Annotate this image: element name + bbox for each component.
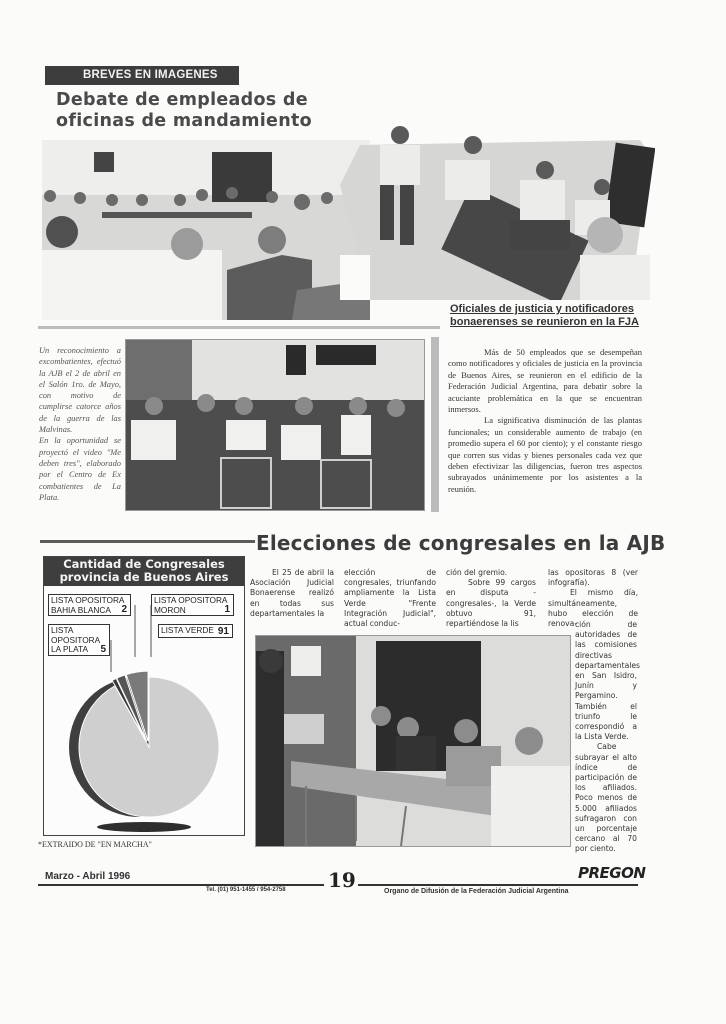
- article2-narrow-col: [575, 620, 640, 855]
- pregon-logo: PREGON: [578, 864, 646, 882]
- label-value: 91: [217, 625, 229, 637]
- footer-organ: Organo de Difusión de la Federación Judicial Argentina: [384, 888, 569, 895]
- label-value: 1: [224, 603, 230, 615]
- malvinas-paragraph-2: En la oportunidad se proyectó el video "Me deben tres", elaborado por el Centro de Ex combatientes de La Plata.: [39, 436, 121, 502]
- article2-col-1: [250, 568, 334, 619]
- gray-sidebar-bar: [431, 337, 439, 512]
- headline-line-2: oficinas de mandamiento: [56, 111, 312, 131]
- article2-paragraph: elección de congresales, triunfando ampliamente la Lista Verde "Frente Integración Judicial", actual conduc-: [344, 568, 436, 629]
- pie-slice-lista-verde: [79, 677, 219, 817]
- divider: [38, 326, 440, 329]
- article1-paragraph: La significativa disminución de las plantas funcionales; un considerable aumento de trabajo (en promedio supera el 60 por ciento); y el constante riesgo que corren sus vidas y bienes personales cada vez que deben efectivizar las diligencias, fueron tres aspectos subrayados unánimemente por los asistentes a la reunión.: [448, 415, 642, 494]
- pie-shadow: [97, 822, 191, 832]
- section-tag: BREVES EN IMAGENES: [45, 66, 239, 85]
- headline-line-1: Debate de empleados de: [56, 90, 308, 110]
- article2-paragraph: El 25 de abril la Asociación Judicial Bonaerense realizó en todas sus departamentales la: [250, 568, 334, 618]
- article1-paragraph: Más de 50 empleados que se desempeñan como notificadores y oficiales de justicia en la provincia de Buenos Aires, se reunieron en el edificio de la Federación Judicial Argentina, para debatir sobre la acuciante problemática en la que se encuentran inmersos.: [448, 347, 642, 415]
- photo-meeting-room: [42, 140, 370, 320]
- caption-line-1: Oficiales de justicia y notificadores: [450, 303, 635, 315]
- article2-paragraph: las opositoras 8 (ver infografía).: [548, 568, 638, 588]
- footer-phone: Tel. (01) 951-1455 / 954-2758: [206, 887, 286, 893]
- infographic-title-line-1: Cantidad de Congresales: [63, 557, 225, 571]
- photo-caption: [450, 303, 645, 329]
- label-value: 5: [100, 643, 106, 655]
- article1-headline: [56, 90, 356, 132]
- page-number: 19: [328, 868, 356, 892]
- article1-body: [448, 347, 642, 495]
- article2-paragraph: El mismo día, simultáneamente, hubo elección de renova-: [548, 588, 638, 629]
- article2-col-2: [344, 568, 436, 629]
- photo-voting-table: [255, 635, 571, 847]
- photo-fja-meeting: [340, 115, 655, 300]
- headline-rule: [40, 540, 255, 543]
- infographic-title-line-2: provincia de Buenos Aires: [59, 570, 229, 584]
- pie-chart: [44, 557, 244, 835]
- label-line: LISTA OPOSITORA: [154, 595, 228, 605]
- label-line: OPOSITORA: [51, 634, 101, 645]
- photo-audience: [125, 339, 425, 511]
- article2-paragraph: Cabe subrayar el alto índice de participación de los afiliados. Poco menos de 5.000 afiliados sufragaron con un porcentaje cercano al 70 por ciento.: [575, 742, 637, 854]
- article2-paragraph: Sobre 99 cargos en disputa -congresales-, la Verde obtuvo 91, repartiéndose la lis: [446, 578, 536, 629]
- label-line: MORON: [154, 604, 186, 615]
- footer-date: Marzo - Abril 1996: [45, 871, 131, 882]
- label-line: LISTA OPOSITORA: [51, 595, 125, 605]
- label-line: LISTA VERDE: [161, 625, 214, 635]
- label-line: LA PLATA: [51, 644, 89, 654]
- article2-paragraph: ción de autoridades de las comisiones directivas departamentales en San Isidro, Junín y Pergamino. También el triunfo le correspondió a la Lista Verde.: [575, 620, 640, 742]
- malvinas-paragraph-1: Un reconocimiento a excombatientes, efectuó la AJB el 2 de abril en el Salón 1ro. de Mayo, con motivo de cumplirse catorce años de la guerra de las Malvinas.: [39, 346, 121, 435]
- article2-paragraph: ción del gremio.: [446, 568, 508, 577]
- caption-line-2: bonaerenses se reunieron en la FJA: [450, 316, 639, 328]
- footer-rule-left: [38, 884, 324, 886]
- footer-rule-right: [358, 884, 638, 886]
- infographic-box: [43, 556, 245, 836]
- label-line: BAHIA BLANCA: [51, 604, 111, 615]
- article2-col-3: [446, 568, 536, 629]
- article2-headline: Elecciones de congresales en la AJB: [256, 531, 666, 555]
- malvinas-caption: [39, 345, 121, 503]
- label-value: 2: [121, 603, 127, 615]
- label-line: LISTA: [51, 625, 74, 635]
- source-note: *EXTRAIDO DE "EN MARCHA": [38, 840, 152, 849]
